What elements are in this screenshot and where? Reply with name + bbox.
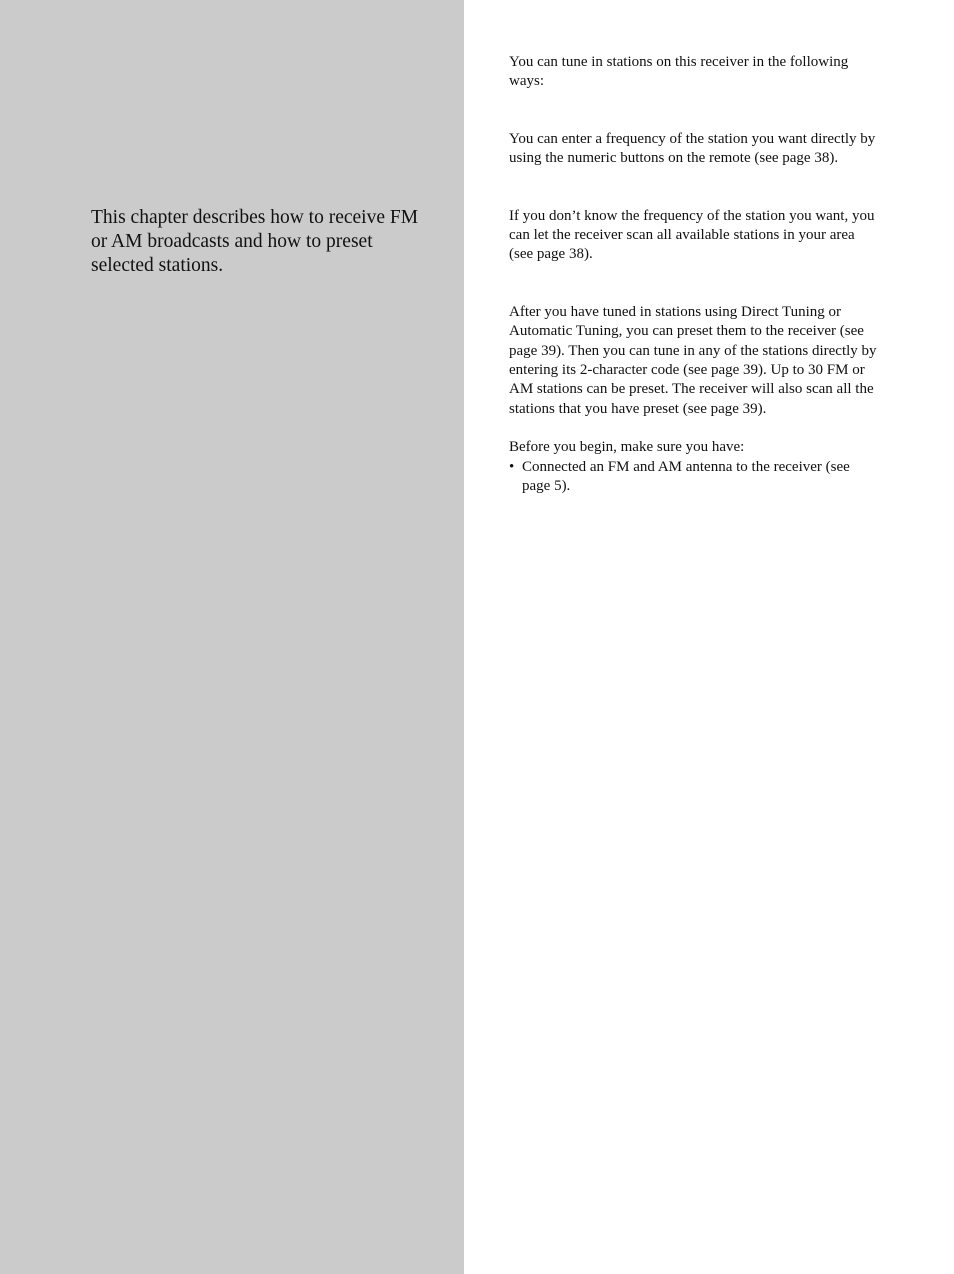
automatic-tuning-paragraph: If you don’t know the frequency of the station you want, you can let the receiver scan all available stations in your area (see page 38). — [509, 207, 875, 263]
direct-tuning-paragraph: You can enter a frequency of the station you want directly by using the numeric buttons on the remote (see page 38). — [509, 130, 876, 167]
before-you-begin: Before you begin, make sure you have: — [509, 439, 745, 456]
main-text-column — [509, 53, 881, 497]
list-item — [509, 458, 881, 497]
bullet-icon: • — [509, 458, 515, 475]
preset-tuning-paragraph: After you have tuned in stations using Direct Tuning or Automatic Tuning, you can preset them to the receiver (see page 39). Then you can tune in any of the stations directly by entering its 2-character code (see page 39). Up to 30 FM or AM stations can be preset. The receiver will also scan all the stations that you have preset (see page 39). — [509, 303, 877, 417]
chapter-intro: This chapter describes how to receive FM or AM broadcasts and how to preset selected stations. — [91, 207, 419, 276]
tuning-ways-paragraph: You can tune in stations on this receiver in the following ways: — [509, 54, 849, 90]
list-item-text: Connected an FM and AM antenna to the receiver (see page 5). — [522, 458, 850, 495]
left-panel — [0, 0, 464, 1274]
requirements-list — [509, 458, 881, 497]
